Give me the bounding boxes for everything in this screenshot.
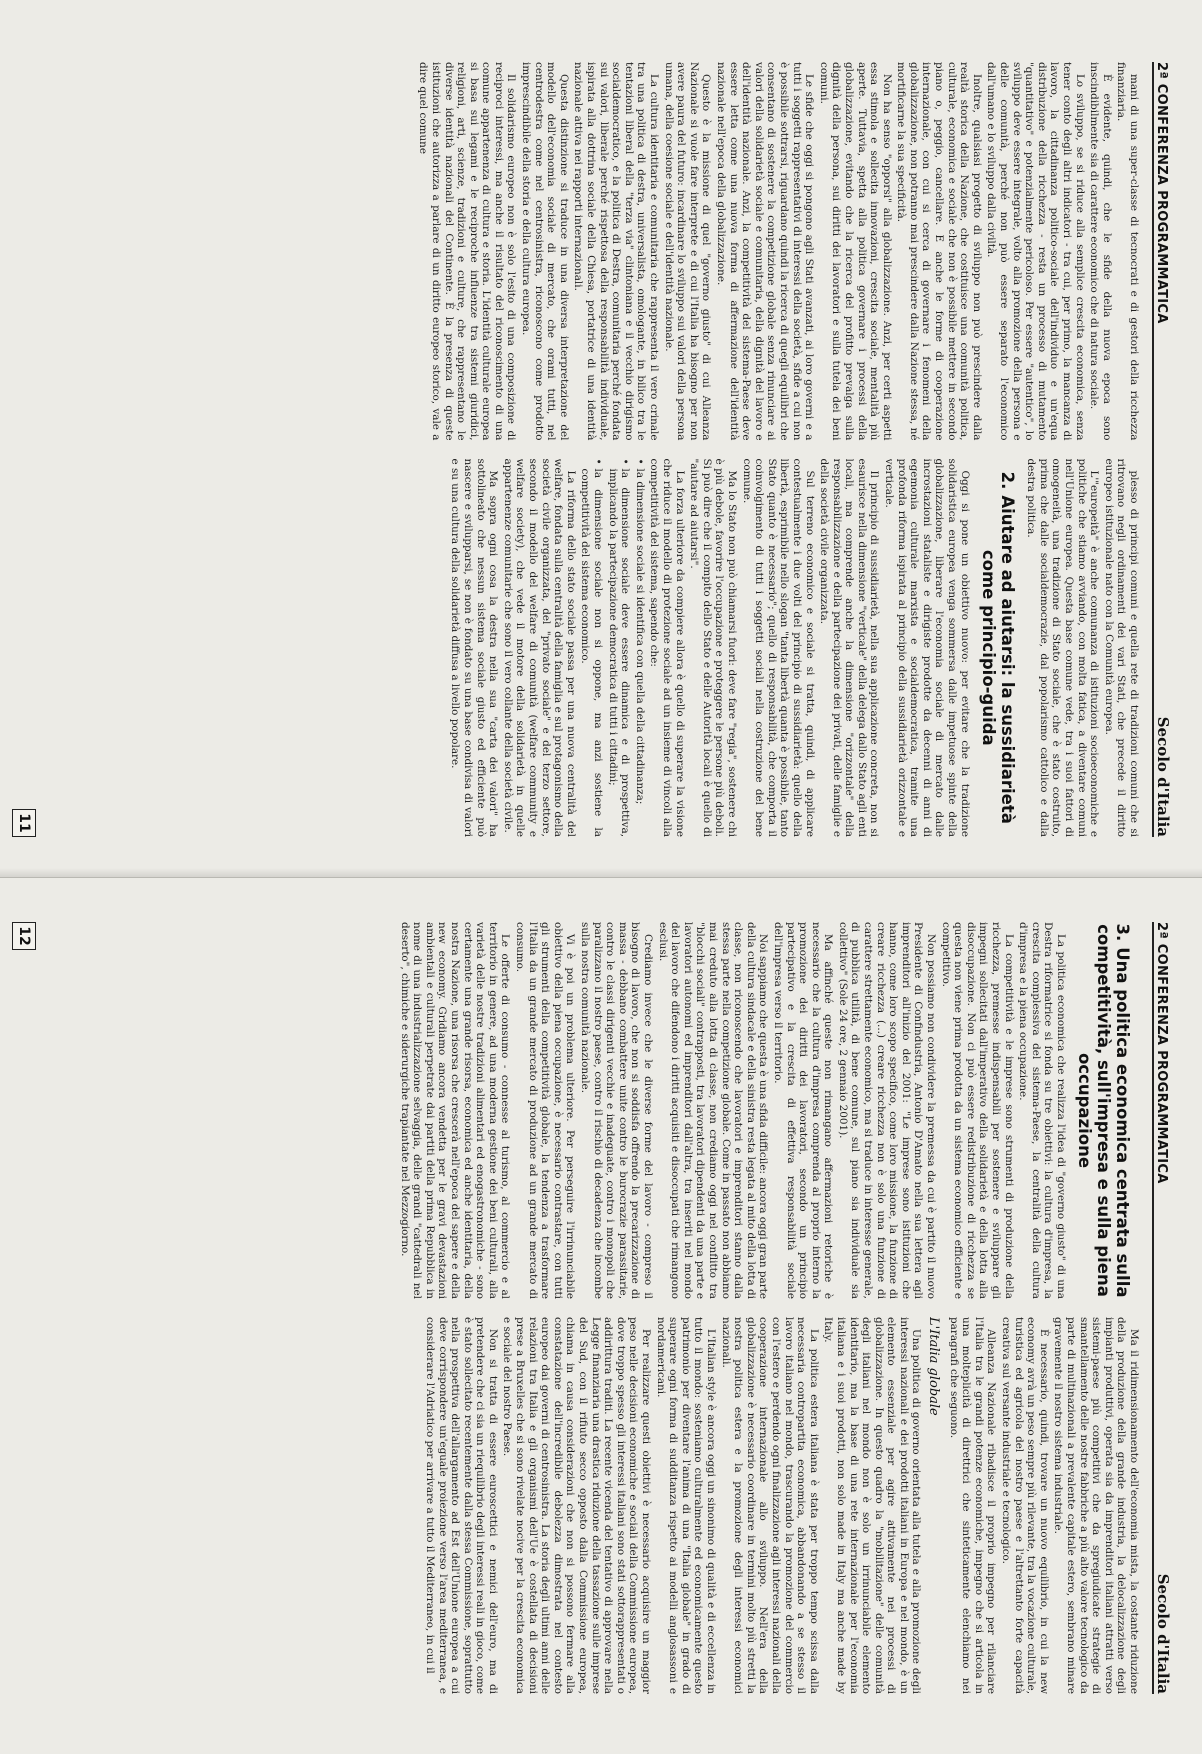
paragraph: L'Italian style è ancora oggi un sinonimo di qualità e di eccellenza in tutto il mondo: sosteniamo culturalmente ed economicamente questo patrimonio per diventare l'anima di una "Italia globale" in grado di superare ogni forma di sudditanza rispetto ai modelli anglosassoni e nordamericani. bbox=[654, 1317, 717, 1694]
paragraph: Non possiamo non condividere la premessa da cui è partito il nuovo Presidente di Confindustria, Antonio D'Amato nella sua lettera agli imprenditori all'inizio del 2001: "Le imprese sono istituzioni che hanno, come loro scopo specifico, come loro missione, la funzione di creare ricchezza (...) creare ricchezza non è solo una funzione di carattere strettamente economico, ma si traduce in interesse generale, di pubblica utilità, di bene comune, sul piano sia individuale sia collettivo" (Sole 24 ore, 2 gennaio 2001). bbox=[836, 922, 938, 1299]
text-columns bbox=[54, 922, 1140, 1694]
section-title: Una politica economica centrata sulla competitività, sull'impresa e sulla piena occupazione bbox=[1075, 924, 1132, 1298]
text-column-2 bbox=[54, 1317, 1140, 1694]
paragraph: Inoltre, qualsiasi progetto di sviluppo non può prescindere dalla realtà storica della Nazione, che costituisce una comunità politica, culturale, economica e sociale che non è possibile mettere in secondo piano o, peggio, cancellare. E anche le forme di cooperazione internazionale, con cui si cerca di governare i fenomeni della globalizzazione, non potranno mai prescindere dalla Nazione stessa, né mortificarne la sua specificità. bbox=[895, 62, 983, 441]
paragraph: Crediamo invece che le diverse forme del lavoro - compreso il bisogno di lavoro, che non si soddisfa offrendo la precarizzazione di massa - debbano combattere unite contro le burocrazie parassitarie, contro le classi dirigenti vecchie e inadeguate, contro i monopoli che paralizzano il nostro paese, contro il rischio di decadenza che incombe sulla nostra comunità nazionale. bbox=[579, 922, 654, 1299]
paragraph: La riforma dello stato sociale passa per una nuova centralità del welfare, fondata sulla centralità della famiglia e sul protagonismo della società civile organizzata, del "privato sociale" e del terzo settore, secondo il modello del welfare di comunità (welfare community e welfare society), che vede il motore della solidarietà in quelle appartenenze comunitarie che sono il vero collante della società civile. bbox=[501, 458, 577, 837]
paragraph: L'"europeità" è anche comunanza di istituzioni socioeconomiche e politiche che stiamo avviando, con molta fatica, a diventare comuni nell'Unione europea. Questa base comune vede, tra i suoi fattori di omogeneità, una tradizione di Stato sociale, che è stato costruito, prima che dalle socialdemocrazie, dal popolarismo cattolico e dalla destra politica. bbox=[1025, 458, 1101, 837]
header-section-title: 2ª CONFERENZA PROGRAMMATICA bbox=[1154, 922, 1169, 1184]
paragraph: La politica economica che realizza l'idea di "governo giusto" di una Destra riformatrice si fonda su tre obiettivi: la cultura d'impresa, la crescita complessiva del sistema-Paese, la centralità della cultura d'impresa e la piena occupazione. bbox=[1017, 922, 1067, 1299]
page-header bbox=[1152, 922, 1180, 1694]
paragraph: Questo è la missione di quel "governo giusto" di cui Alleanza Nazionale si vuole fare interprete e di cui l'Italia ha bisogno per non avere paura del futuro: incardinare lo sviluppo sui valori della persona umana, della coesione sociale e dell'identità nazionale. bbox=[662, 62, 713, 441]
paragraph: La cultura identitaria e comunitaria che rappresenta il vero crinale tra una politica di destra, universalista, omologante, in bilico tra le tentazioni liberal della "terza via" clintoniana e il vecchio dirigismo socialdemocratico, e la politica di Destra, comunitaria perché fondata sui valori, liberale perché rispettosa della responsabilità individuale, ispirata alla dottrina sociale della Chiesa, portatrice di una identità nazionale attiva nei rapporti internazionali. bbox=[572, 62, 661, 441]
paragraph: La competitività e le imprese sono strumenti di produzione della ricchezza, premesse indispensabili per sostenere e sviluppare gli impegni sollecitati dall'imperativo della solidarietà e della lotta alla disoccupazione. Non ci può essere redistribuzione di ricchezza se questa non viene prima prodotta da un sistema economico efficiente e competitivo. bbox=[939, 922, 1015, 1299]
page-number: 11 bbox=[12, 809, 36, 837]
paragraph: Oggi si pone un obiettivo nuovo: per evitare che la tradizione solidaristica europea venga sommersa dalle impetuose spinte della globalizzazione, liberare l'economia sociale di mercato dalle incrostazioni stataliste e dirigiste prodotte da decenni di anni di egemonia culturale marxista e socialdemocratica, tramite una profonda riforma ispirata al principio della sussidiarietà orizzontale e verticale. bbox=[883, 458, 971, 837]
paragraph: plesso di principi comuni e quella rete di tradizioni comuni che si ritrovano negli ordinamenti dei vari Stati, che precede il diritto europeo istituzionale nato con la Comunità europea. bbox=[1102, 458, 1140, 837]
paragraph: Ma sopra ogni cosa la destra nella sua "carta dei valori" ha sottolineato che nessun sistema sociale giusto ed efficiente può nascere e svilupparsi, se non è fondato su una base condivisa di valori e su una cultura della solidarietà diffusa a livello popolare. bbox=[449, 458, 500, 837]
paragraph: Sul terreno economico e sociale si tratta, quindi, di applicare contestualmente i due volti del principio di sussidiarietà: quello della libertà, esprimibile nello slogan "tanta libertà quanta è possibile, tanto Stato quanto è necessario"; quello di responsabilità, che comporta il coinvolgimento di tutti i soggetti sociali nella costruzione del bene comune. bbox=[740, 458, 816, 837]
page-number: 12 bbox=[12, 922, 36, 950]
paragraph: Le sfide che oggi si pongono agli Stati avanzati, ai loro governi e a tutti i soggetti rappresentativi di interessi della società, sfide a cui non è possibile sottrarsi, riguardano quindi la ricerca di quegli equilibri che consentano di sostenere la competizione globale senza rinunciare ai valori della solidarietà sociale e comunitaria, della dignità del lavoro e dell'identità nazionale. Anzi, la competitività del sistema-Paese deve essere letta come una nuova forma di affermazione dell'identità nazionale nell'epoca della globalizzazione. bbox=[715, 62, 816, 441]
page-12 bbox=[0, 877, 1202, 1754]
bullet-item: • la dimensione sociale si identifica con quella della cittadinanza; bbox=[633, 459, 646, 838]
paragraph: È necessario, quindi, trovare un nuovo equilibrio, in cui la new economy avrà un peso sempre più rilevante, tra la vocazione culturale, turistica ed agricola del nostro paese e l'altrettanto forte capacità creativa sul versante industriale e tecnologico. bbox=[1000, 1317, 1050, 1694]
paragraph: Non ha senso "opporsi" alla globalizzazione. Anzi, per certi aspetti essa stimola e sollecita innovazioni, crescita sociale, mentalità più aperte. Tuttavia, spetta alla politica governare i processi della globalizzazione, evitando che la ricerca del profitto prevalga sulla dignità della persona, sui diritti dei lavoratori e sulla tutela dei beni comuni. bbox=[817, 62, 893, 441]
subsection-heading: L'Italia globale bbox=[926, 1317, 942, 1416]
paragraph: Ma lo Stato non può chiamarsi fuori: deve fare "regia", sostenere chi è più debole, favorire l'occupazione e proteggere le persone più deboli. Si può dire che il compito dello Stato e delle Autorità locali è quello di "aiutare ad aiutarsi". bbox=[688, 458, 738, 837]
paragraph: Vi è poi un problema ulteriore. Per perseguire l'irrinunciabile obiettivo della piena occupazione, è necessario contrastare, con tutti gli strumenti della competitività globale, la tendenza a trasformare l'Italia da un grande mercato di produzione ad un grande mercato di consumo. bbox=[514, 922, 577, 1299]
newspaper-logo: Secolo d'Italia bbox=[1154, 1573, 1172, 1694]
text-column-1 bbox=[54, 922, 1140, 1299]
paragraph: Ma affinché queste non rimangano affermazioni retoriche è necessario che la cultura d'impresa comprenda al proprio interno la promozione dei diritti dei lavoratori, secondo un principio partecipativo e la crescita di effettiva responsabilità sociale dell'impresa verso il territorio. bbox=[771, 922, 835, 1299]
text-columns bbox=[54, 62, 1140, 837]
paragraph: La politica estera italiana è stata per troppo tempo scissa dalla necessaria contropartita economica, abbandonando a se stesso il lavoro italiano nel mondo, trascurando la promozione del commercio con l'estero e perdendo ogni finalizzazione agli interessi nazionali della cooperazione internazionale allo sviluppo. Nell'era della globalizzazione è necessario coordinare in termini molto più stretti la nostra politica estera e la promozione degli interessi economici nazionali. bbox=[719, 1317, 820, 1694]
paragraph: Le offerte di consumo - connesse al turismo, al commercio e al territorio in genere, ad una moderna gestione dei beni culturali, alla varietà delle nostre tradizioni alimentari ed enogastronomiche - sono certamente una grande risorsa, economica ed anche identitaria, della nostra Nazione, una risorsa che crescerà nell'epoca del sapere e della new economy. Gridiamo ancora vendetta per le gravi devastazioni ambientali e culturali perpetrate dai partiti della prima Repubblica in nome di una industrializzazione selvaggia, delle grandi "cattedrali nel deserto", chimiche e siderurgiche trapiantate nel Mezzogiorno. bbox=[398, 922, 512, 1299]
newspaper-logo: Secolo d'Italia bbox=[1154, 716, 1172, 837]
paragraph: Noi sappiamo che questa è una sfida difficile: ancora oggi gran parte della cultura sindacale e della sinistra resta legata al mito della lotta di classe, non riconoscendo che lavoratori e imprenditori stanno dalla stessa parte nella competizione globale. Come in passato non abbiamo mai creduto alla lotta di classe, non crediamo oggi nel conflitto tra "blocchi sociali" contrapposti, tra lavoratori dipendenti da una parte e lavoratori autonomi ed imprenditori dall'altra, tra inseriti nel mondo del lavoro che difendono i diritti acquisiti e disoccupati che rimangono esclusi. bbox=[656, 922, 770, 1299]
paragraph: Alleanza Nazionale ribadisce il proprio impegno per rilanciare l'Italia tra le grandi potenze economiche, impegno che si articola in una molteplicità di direttrici che sinteticamente elenchiamo nei paragrafi che seguono. bbox=[947, 1317, 998, 1694]
bullet-item: • la dimensione sociale non si oppone, ma anzi sostiene la competitività del sistema economico. bbox=[579, 459, 604, 838]
text-column-1 bbox=[54, 62, 1140, 441]
section-number: 2. bbox=[997, 471, 1017, 490]
paragraph: Per realizzare questi obiettivi è necessario acquisire un maggior peso nelle decisioni economiche e sociali della Commissione europea, dove troppo spesso gli interessi italiani sono stati sottorappresentati o addirittura traditi. La recente vicenda del tentativo di approvare nella Legge finanziaria una drastica riduzione della tassazione sulle imprese del Sud, con il rifiuto secco opposto dalla Commissione europea, chiama in causa considerazioni che non si possono fermare alla constatazione dell'incredibile debolezza dimostrata nel contesto europeo dai governi di centrosinistra. La storia degli ultimi anni delle relazioni tra Italia e gli organismi dell'Ue è costellata di decisioni prese a Bruxelles che si sono rivelate nocive per la crescita economica e sociale del nostro Paese. bbox=[501, 1317, 653, 1694]
section-title: Aiutare ad aiutarsi: la sussidiarietà come principio-guida bbox=[978, 495, 1017, 824]
bullet-item: • la dimensione sociale deve essere dinamica e di prospettiva, implicando la partecipazione democratica di tutti i cittadini; bbox=[606, 459, 631, 838]
text-column-2 bbox=[54, 459, 1140, 838]
paragraph: Il principio di sussidiarietà, nella sua applicazione concreta, non si esaurisce nella dimensione "verticale" della delega dallo Stato agli enti locali, ma comprende anche la dimensione "orizzontale" della responsabilizzazione e della partecipazione dei privati, delle famiglie e della società civile organizzata. bbox=[818, 458, 881, 837]
paragraph: Una politica di governo orientata alla tutela e alla promozione degli interessi nazionali e dei prodotti italiani in Europa e nel mondo, è un elemento essenziale per agire attivamente nei processi di globalizzazione. In questo quadro la "mobilitazione" delle comunità degli italiani nel mondo non è solo un irrinunciabile elemento identitario, ma la base di una rete internazionale per l'economia italiana e i suoi prodotti, non solo made in Italy ma anche made by Italy. bbox=[822, 1317, 923, 1694]
paragraph: È evidente, quindi, che le sfide della nuova epoca sono inscindibilmente sia di carattere economico che di natura sociale. bbox=[1088, 62, 1113, 441]
paragraph: Questa distinzione si traduce in una diversa interpretazione del modello dell'economia sociale di mercato, che orami tutti, nel centrodestra come nel centrosinistra, riconoscono come prodotto imprescindibile della storia e della cultura europea. bbox=[520, 62, 570, 441]
paragraph: La forza ulteriore da compiere allora è quello di superare la visione che riduce il modello di protezione sociale ad un insieme di vincoli alla competitività del sistema, sapendo che: bbox=[648, 458, 686, 837]
paragraph: Lo sviluppo, se si riduce alla semplice crescita economica, senza tener conto degli altri indicatori - tra cui, per primo, la mancanza di lavoro, la cittadinanza politico-sociale dell'individuo e un'equa distribuzione della ricchezza - resta un processo di mutamento "quantitativo" e potenzialmente pericoloso. Per essere "autentico", lo sviluppo deve essere integrale, volto alla promozione della persona e delle comunità, perché non può essere separato l'economico dall'umano e lo sviluppo dalla civiltà. bbox=[985, 62, 1086, 441]
paragraph: mani di una super-classe di tecnocrati e di gestori della ricchezza finanziaria. bbox=[1115, 62, 1140, 441]
section-number: 3. bbox=[1113, 923, 1132, 942]
header-section-title: 2ª CONFERENZA PROGRAMMATICA bbox=[1154, 62, 1169, 324]
paragraph: Non si tratta di essere euroscettici e nemici dell'euro, ma di pretendere che ci sia un riequilibrio degli interessi reali in gioco, come è stato sollecitato recentemente dalla stessa Commissione, soprattutto nella prospettiva dell'allargamento ad Est dell'Unione europea a cui deve corrispondere un'eguale proiezione verso l'area mediterranea, e considerare l'Adriatico per arrivare a tutto il Mediterraneo, in cui il bbox=[423, 1317, 499, 1694]
paragraph: Ma il ridimensionamento dell'economia mista, la costante riduzione della produzione della grande industria, la delocalizzazione degli impianti produttivi, operata sia da imprenditori italiani attratti verso sistemi-paese più competitivi che da spregiudicate strategie di smantellamento delle nostre fabbriche a più alto valore tecnologico da parte di multinazionali a prevalente capitale estero, sembrano minare gravemente il nostro sistema industriale. bbox=[1052, 1317, 1140, 1694]
section-heading bbox=[1075, 922, 1132, 1299]
page-header bbox=[1152, 62, 1180, 837]
paragraph: Il solidarismo europeo non è solo l'esito di una composizione di reciproci interessi, ma anche il risultato del riconoscimento di una comune appartenenza di cultura e storia. L'identità culturale europea si basa sui legami e le reciproche influenze tra sistemi giuridici, religioni, arti, scienze, tradizioni e culture, che rappresentano le diverse identità nazionali del Continente. È la presenza di queste istituzioni che autorizza a parlare di un diritto europeo storico, vale a dire quel comune bbox=[417, 62, 518, 441]
section-heading bbox=[979, 459, 1017, 838]
